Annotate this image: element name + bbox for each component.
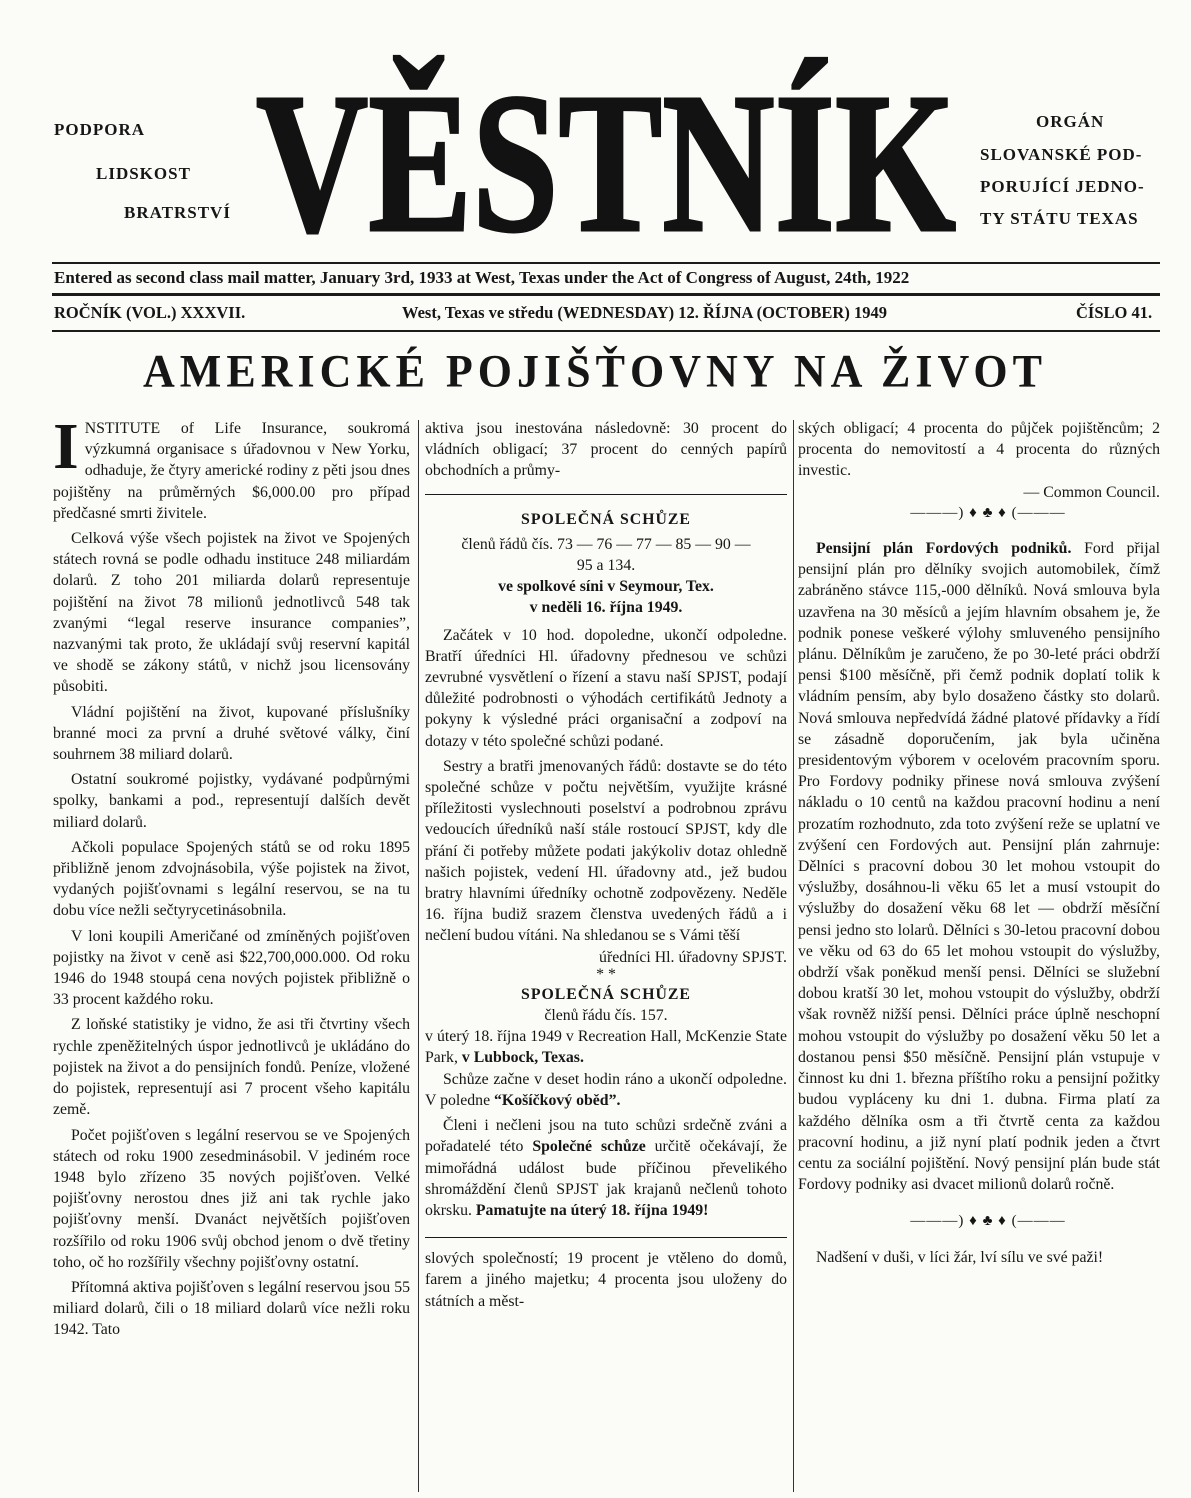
col2-continuation-2: slových společností; 19 procent je vtěleno do domů, farem a jiného majetku; 4 procenta jsou uloženy do státních a měst- [425, 1250, 787, 1310]
meeting-1-signature: úředníci Hl. úřadovny SPJST. [599, 948, 787, 966]
paragraph-4: Ostatní soukromé pojistky, vydávané podpůrnými spolky, bankami a pod., representují dalších devět miliard dolarů. [53, 771, 410, 831]
masthead-title [252, 30, 960, 258]
masthead-right-1: ORGÁN [1036, 112, 1105, 131]
paragraph-1-text: NSTITUTE of Life Insurance, soukromá výzkumná organisace s úřadovnou v New Yorku, odhaduje, že čtyry americké rodiny z pěti jsou dnes pojištěny na průměrných $6,000.00 pro případ předčasné smrti živitele. [53, 420, 410, 522]
column-3 [798, 418, 1160, 1268]
meeting-2-joint: Společné schůze [532, 1138, 646, 1156]
meeting-2-city: v Lubbock, Texas. [461, 1049, 584, 1067]
meeting-2-title: SPOLEČNÁ SCHŮZE [521, 985, 691, 1003]
motto: Nadšení v duši, v líci žár, lví sílu ve své paži! [816, 1248, 1104, 1266]
paragraph-2: Celková výše všech pojistek na život ve Spojených státech rovná se podle odhadu instituce 248 miliardám dolarů. Z toho 201 miliarda dolarů representuje pojištění na život 78 milionů jednotlivců 548 tak zvanými “legal reserve insurance companies”, nazvanými tak proto, že ukládají svůj reservní kapitál ve shodě se zákony států, v nichž jsou licensovány působiti. [53, 530, 410, 696]
masthead-title-text: VĚSTNÍK [256, 53, 956, 258]
info-rule [52, 330, 1160, 332]
column-divider-1 [418, 420, 419, 1492]
paragraph-5: Ačkoli populace Spojených států se od roku 1895 přibližně jenom zdvojnásobila, výše pojistek na život, vydaných pojišťovnami s legální reservou, se na tu dobu více nežli sečtyrycetinásobnila. [53, 838, 410, 920]
paragraph-6: V loni koupili Američané od zmíněných pojišťoven pojistky na život v ceně asi $22,700,000.000. Od roku 1946 do 1948 stoupá cena nových pojistek přibližně o 33 procent každého roku. [53, 927, 410, 1009]
issue-date: West, Texas ve středu (WEDNESDAY) 12. ŘÍJNA (OCTOBER) 1949 [402, 303, 887, 322]
drop-cap: I [53, 410, 79, 483]
col3-continuation: ských obligací; 4 procenta do půjček pojištěncům; 2 procenta do nemovitostí a 4 procenta do různých investic. [798, 420, 1160, 480]
paragraph-7: Z loňské statistiky je vidno, že asi tři čtvrtiny všech rychle zpeněžitelných úspor jednotlivců je ukládáno do pojistek na život a do pensijních fondů. Peníze, vložené do pojistek, representují asi 7 procent všeho kapitálu země. [53, 1016, 410, 1119]
paragraph-9: Přítomná aktiva pojišťoven s legální reservou jsou 55 miliard dolarů, čili o 18 miliard dolarů více nežli roku 1942. Tato [53, 1278, 410, 1339]
col2-continuation: aktiva jsou inestována následovně: 30 procent do vládních obligací; 37 procent do cenných papírů obchodních a průmy- [425, 420, 787, 480]
meeting-2-expect: určitě očekávají, že mimořádná událost bude příčinou převelikého shromáždění členů SPJST jak krajanů nečlenů tohoto okrsku. [425, 1138, 787, 1219]
top-rule [52, 262, 1160, 264]
meeting-1-paragraph-2: Sestry a bratři jmenovaných řádů: dostavte se do této společné schůze v počtu největším, využijte krásné příležitosti vyslechnouti poselství a podrobnou zprávu vedoucích úředníků naší stále rostoucí SPJST, kdy dle přání či potřeby můžete podati jakýkoliv dotaz ohledně našich pojistek, vedení Hl. úřadovny atd., jež budou bratry hlavními úředníky ochotně zodpovězeny. Neděle 16. října budiž srazem členstva uvedených řádů a i nečlení budou vítáni. Na shledanou se s Vámi těší [425, 757, 787, 945]
paragraph-1 [53, 410, 410, 524]
masthead-left-1: PODPORA [54, 120, 146, 139]
meeting-2-paragraph-0 [425, 1026, 787, 1068]
ornament-1: ———) ♦ ♣ ♦ (——— [910, 504, 1066, 521]
ornament-2: ———) ♦ ♣ ♦ (——— [910, 1213, 1066, 1230]
mid-rule [52, 293, 1160, 296]
issue-number: ČÍSLO 41. [1076, 303, 1153, 322]
column-divider-2 [793, 420, 794, 1492]
paragraph-8: Počet pojišťoven s legální reservou se ve Spojených státech od roku 1900 zesedminásobil. V jediném roce 1948 bylo zřízeno 35 nových pojišťoven. Velké pojišťovny nerostou dnes již ani tak rychle jako pojišťovny menší. Dvanáct největších pojišťoven rozšířilo od roku 1906 svůj obchod jenom o dvě třetiny toho, oč ho rozšířily všechny pojišťovny ostatní. [53, 1126, 410, 1271]
col2-rule-1 [425, 494, 787, 495]
column-1 [53, 410, 410, 1341]
volume-label: ROČNÍK (VOL.) XXXVII. [54, 303, 246, 322]
masthead-right-3: PORUJÍCÍ JEDNO- [980, 177, 1145, 196]
meeting-1-place: ve spolkové síni v Seymour, Tex. [498, 578, 714, 596]
meeting-2-location: v úterý 18. října 1949 v Recreation Hall, McKenzie State Park, [425, 1028, 787, 1067]
col2-rule-2 [425, 1237, 787, 1238]
ford-text: Ford přijal pensijní plán pro dělníky svojich automobilek, čímž zabráněno stávce 115,-000 dělníků. Nová smlouva byla uzavřena na 30 měsíců a jejím hlavním obsahem je, že podnik ponese veškeré výlohy smluveného pensijního plánu. Dělníkům je zaručeno, že po 30-leté práci obdrží pensi $100 měsíčně, při čemž podnik doplatí tolik k vládním pensím, aby bylo dosaženo částky sto dolarů. Nová smlouva nepředvídá žádné platové přídavky a řídí se zásadně doporučením, jak byla učiněna presidentovým výborem v ocelovém pracovním sporu. Pro Fordovy podniky přinese nová smlouva zvýšení nákladu o 10 centů na každou pracovní hodinu a není prozatím rozhodnuto, zda toto zvýšení reže se uplatní ve zvýšení cen Fordových aut. Pensijní plán zahrnuje: Dělníci s pracovní dobou 30 let mohou vstoupit do výslužby, dosáhnou-li věku 65 let a musí vstoupit do výslužby do dosažení věku 68 let — obdrží měsíční pensi jedno sto lolarů. Dělníci s 30-letou pracovní dobou ve věku od 63 do 65 let mohou vstoupit do výslužby, obdrží však poněkud menší pensi. Dělníci se služební dobou kratší 30 let, mohou vstoupit do výslužby, obdrží však rovněž nižší pensi. Dělníci práce úplně neschopní mohou vstoupit do výslužby po dosažení věku 50 let a dostanou pensi $50 měsíčně. Pensijní plán vstupuje v činnost ku dni 1. března příštího roku a pensijní požitky budou vypláceny ku dni 1. dubna. Firma platí za každého dělníka osm a tři čtvrtě centa za každou pracovní hodinu, a již nyní platí podnik jeden a čtvrt centu za sociální pojištění. Nový pensijní plán bude stát Fordovy podniky asi dvacet milionů dolarů ročně. [798, 540, 1160, 1194]
meeting-2-lunch: “Košíčkový oběd”. [494, 1091, 621, 1109]
masthead-left-3: BRATRSTVÍ [124, 203, 231, 222]
meeting-2-paragraph-2 [425, 1115, 787, 1221]
col3-signature: — Common Council. [1023, 483, 1160, 501]
meeting-1-title: SPOLEČNÁ SCHŮZE [521, 510, 691, 528]
meeting-1-date: v neděli 16. října 1949. [529, 599, 683, 617]
entered-line: Entered as second class mail matter, January 3rd, 1933 at West, Texas under the Act of Congress of August, 24th, 1922 [54, 268, 910, 287]
meeting-2-time: Schůze začne v deset hodin ráno a ukončí odpoledne. V poledne [425, 1070, 787, 1109]
masthead-left-2: LIDSKOST [96, 164, 191, 183]
meeting-2-members: členů řádu čís. 157. [544, 1007, 668, 1025]
masthead-left [54, 120, 254, 222]
meeting-2-invite: Členi i nečleni jsou na tuto schůzi srdečně zváni a pořadatelé této [425, 1117, 787, 1156]
masthead-right-2: SLOVANSKÉ POD- [980, 145, 1143, 164]
meeting-1-members: členů řádů čís. 73 — 76 — 77 — 85 — 90 — 95 a 134. [461, 535, 751, 575]
column-2 [425, 418, 787, 1312]
meeting-2-paragraph-1 [425, 1069, 787, 1111]
masthead-right-4: TY STÁTU TEXAS [980, 209, 1139, 228]
meeting-separator: * * [596, 965, 616, 983]
masthead-right [980, 110, 1160, 231]
meeting-1-paragraph-1: Začátek v 10 hod. dopoledne, ukončí odpoledne. Bratří úředníci Hl. úřadovny přednesou ve schůzi zevrubné vysvětlení o řízení a stavu naší SPJST, podají důležité podrobnosti o výhodách certifikátů Jednoty a pokyny k výsledné práci organisační a zodpoví na dotazy v této společné schůzi podané. [425, 626, 787, 750]
ford-title: Pensijní plán Fordových podniků. [816, 540, 1072, 558]
headline: AMERICKÉ POJIŠŤOVNY NA ŽIVOT [143, 345, 1047, 398]
ford-article [798, 538, 1160, 1195]
paragraph-3: Vládní pojištění na život, kupované příslušníky branné moci za první a druhé světové války, činí souhrnem 38 miliard dolarů. [53, 703, 410, 764]
meeting-2-remember: Pamatujte na úterý 18. října 1949! [475, 1201, 709, 1219]
